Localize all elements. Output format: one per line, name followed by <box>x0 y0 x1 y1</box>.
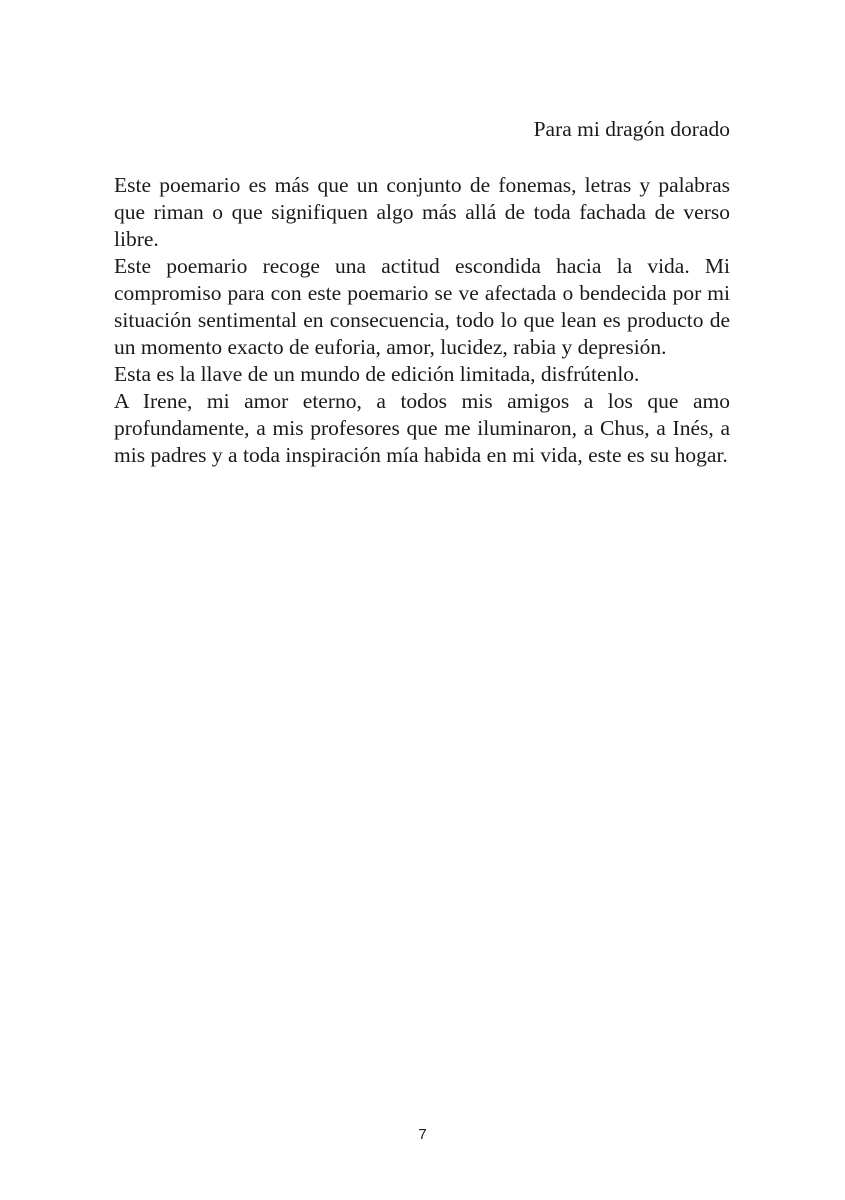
paragraph: Este poemario recoge una actitud escondida hacia la vida. Mi compromiso para con este poemario se ve afectada o bendecida por mi situación sentimental en consecuencia, todo lo que lean es producto de un momento exacto de euforia, amor, lucidez, rabia y depresión. <box>114 254 730 359</box>
page-number: 7 <box>418 1126 427 1143</box>
body-text <box>114 172 730 469</box>
paragraph: A Irene, mi amor eterno, a todos mis amigos a los que amo profundamente, a mis profesores que me iluminaron, a Chus, a Inés, a mis padres y a toda inspiración mía habida en mi vida, este es su hogar. <box>114 389 730 467</box>
dedication-line: Para mi dragón dorado <box>533 117 730 141</box>
paragraph: Esta es la llave de un mundo de edición limitada, disfrútenlo. <box>114 362 640 386</box>
paragraph: Este poemario es más que un conjunto de fonemas, letras y palabras que riman o que signifiquen algo más allá de toda fachada de verso libre. <box>114 173 730 251</box>
